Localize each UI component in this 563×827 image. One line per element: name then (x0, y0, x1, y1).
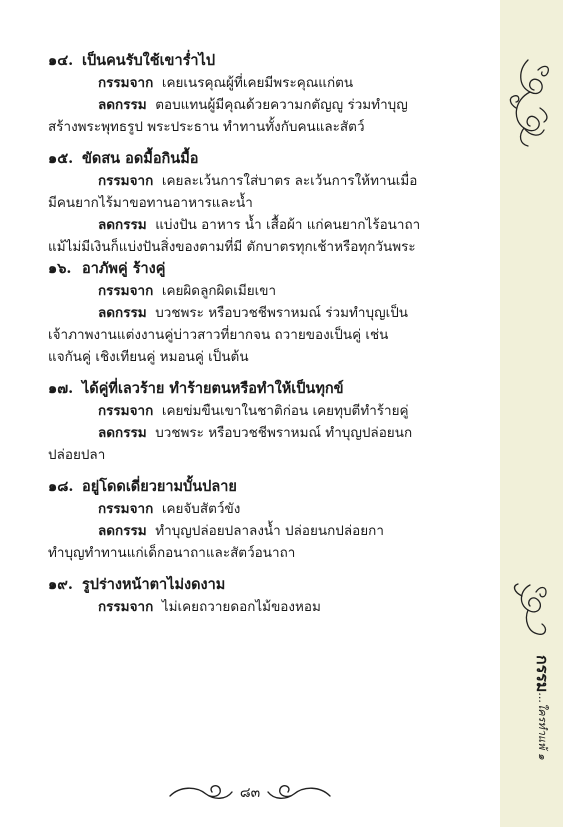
remedy-line (48, 94, 458, 116)
cause-line (48, 280, 458, 302)
remedy-text-continued: แม้ไม่มีเงินก็แบ่งปันสิ่งของตามที่มี ตักบาตรทุกเช้าหรือทุกวันพระ (48, 239, 416, 255)
remedy-label: ลดกรรม (98, 305, 147, 321)
remedy-text-continued: ปล่อยปลา (48, 447, 106, 463)
cause-label: กรรมจาก (98, 283, 154, 299)
cause-label: กรรมจาก (98, 403, 154, 419)
remedy-line (48, 422, 458, 444)
remedy-line (48, 520, 458, 542)
cause-line (48, 596, 458, 618)
page-number: ๘๓ (239, 785, 261, 801)
section-number: ๑๙. (48, 576, 73, 593)
cause-text: เคยละเว้นการใส่บาตร ละเว้นการให้ทานเมื่อ (161, 173, 418, 189)
book-title-vertical (530, 655, 555, 760)
section-heading (48, 574, 458, 596)
remedy-label: ลดกรรม (98, 425, 147, 441)
remedy-text: บวชพระ หรือบวชชีพราหมณ์ ร่วมทำบุญเป็น (155, 305, 408, 321)
remedy-line (48, 302, 458, 324)
section-heading (48, 378, 458, 400)
section-title: ขัดสน อดมื้อกินมื้อ (82, 150, 199, 167)
remedy-text-continued: ทำบุญทำทานแก่เด็กอนาถาและสัตว์อนาถา (48, 545, 296, 561)
cause-text: เคยจับสัตว์ขัง (161, 501, 241, 517)
cause-text: เคยเนรคุณผู้ที่เคยมีพระคุณแก่ตน (161, 75, 354, 91)
cause-text: เคยข่มขืนเขาในชาติก่อน เคยทุบตีทำร้ายคู่ (161, 403, 409, 419)
remedy-line (48, 214, 458, 236)
cause-line (48, 170, 458, 192)
section-title: อาภัพคู่ ร้างคู่ (82, 260, 166, 277)
remedy-text-continued: เจ้าภาพงานแต่งงานคู่บ่าวสาวที่ยากจน ถวายของเป็นคู่ เช่น (48, 327, 389, 343)
cause-label: กรรมจาก (98, 75, 154, 91)
remedy-text: แบ่งปัน อาหาร น้ำ เสื้อผ้า แก่คนยากไร้อนาถา (155, 217, 421, 233)
page-footer (0, 780, 500, 806)
remedy-label: ลดกรรม (98, 523, 147, 539)
section-title: อยู่โดดเดี่ยวยามบั้นปลาย (82, 478, 237, 495)
cause-line (48, 72, 458, 94)
section-heading (48, 258, 458, 280)
cause-line (48, 498, 458, 520)
section-number: ๑๖. (48, 260, 72, 277)
cause-text: เคยผิดลูกผิดเมียเขา (161, 283, 277, 299)
remedy-text: ทำบุญปล่อยปลาลงน้ำ ปล่อยนกปล่อยกา (155, 523, 384, 539)
remedy-text-continued: สร้างพระพุทธรูป พระประธาน ทำทานทั้งกับคนและสัตว์ (48, 119, 365, 135)
section-heading (48, 476, 458, 498)
section-number: ๑๔. (48, 52, 74, 69)
remedy-label: ลดกรรม (98, 97, 147, 113)
cause-line (48, 400, 458, 422)
cause-text-continued: มีคนยากไร้มาขอทานอาหารและน้ำ (48, 195, 253, 211)
book-subtitle: ...ใครทำแพ้ ๑ (536, 692, 549, 760)
section-number: ๑๗. (48, 380, 74, 397)
cause-label: กรรมจาก (98, 501, 154, 517)
section-heading (48, 50, 458, 72)
section-number: ๑๕. (48, 150, 74, 167)
section-title: ได้คู่ที่เลวร้าย ทำร้ายตนหรือทำให้เป็นทุกข์ (82, 380, 344, 397)
cause-text: ไม่เคยถวายดอกไม้ของหอม (161, 599, 321, 615)
section-title: เป็นคนรับใช้เขาร่ำไป (82, 52, 216, 69)
cause-label: กรรมจาก (98, 173, 154, 189)
remedy-text-continued: แจกันคู่ เชิงเทียนคู่ หมอนคู่ เป็นต้น (48, 349, 249, 365)
remedy-text: ตอบแทนผู้มีคุณด้วยความกตัญญู ร่วมทำบุญ (155, 97, 408, 113)
section-heading (48, 148, 458, 170)
remedy-text: บวชพระ หรือบวชชีพราหมณ์ ทำบุญปล่อยนก (155, 425, 413, 441)
section-number: ๑๘. (48, 478, 74, 495)
section-title: รูปร่างหน้าตาไม่งดงาม (82, 576, 226, 593)
cause-label: กรรมจาก (98, 599, 154, 615)
remedy-label: ลดกรรม (98, 217, 147, 233)
page-content (48, 50, 458, 618)
book-title: กรรม (533, 655, 552, 693)
